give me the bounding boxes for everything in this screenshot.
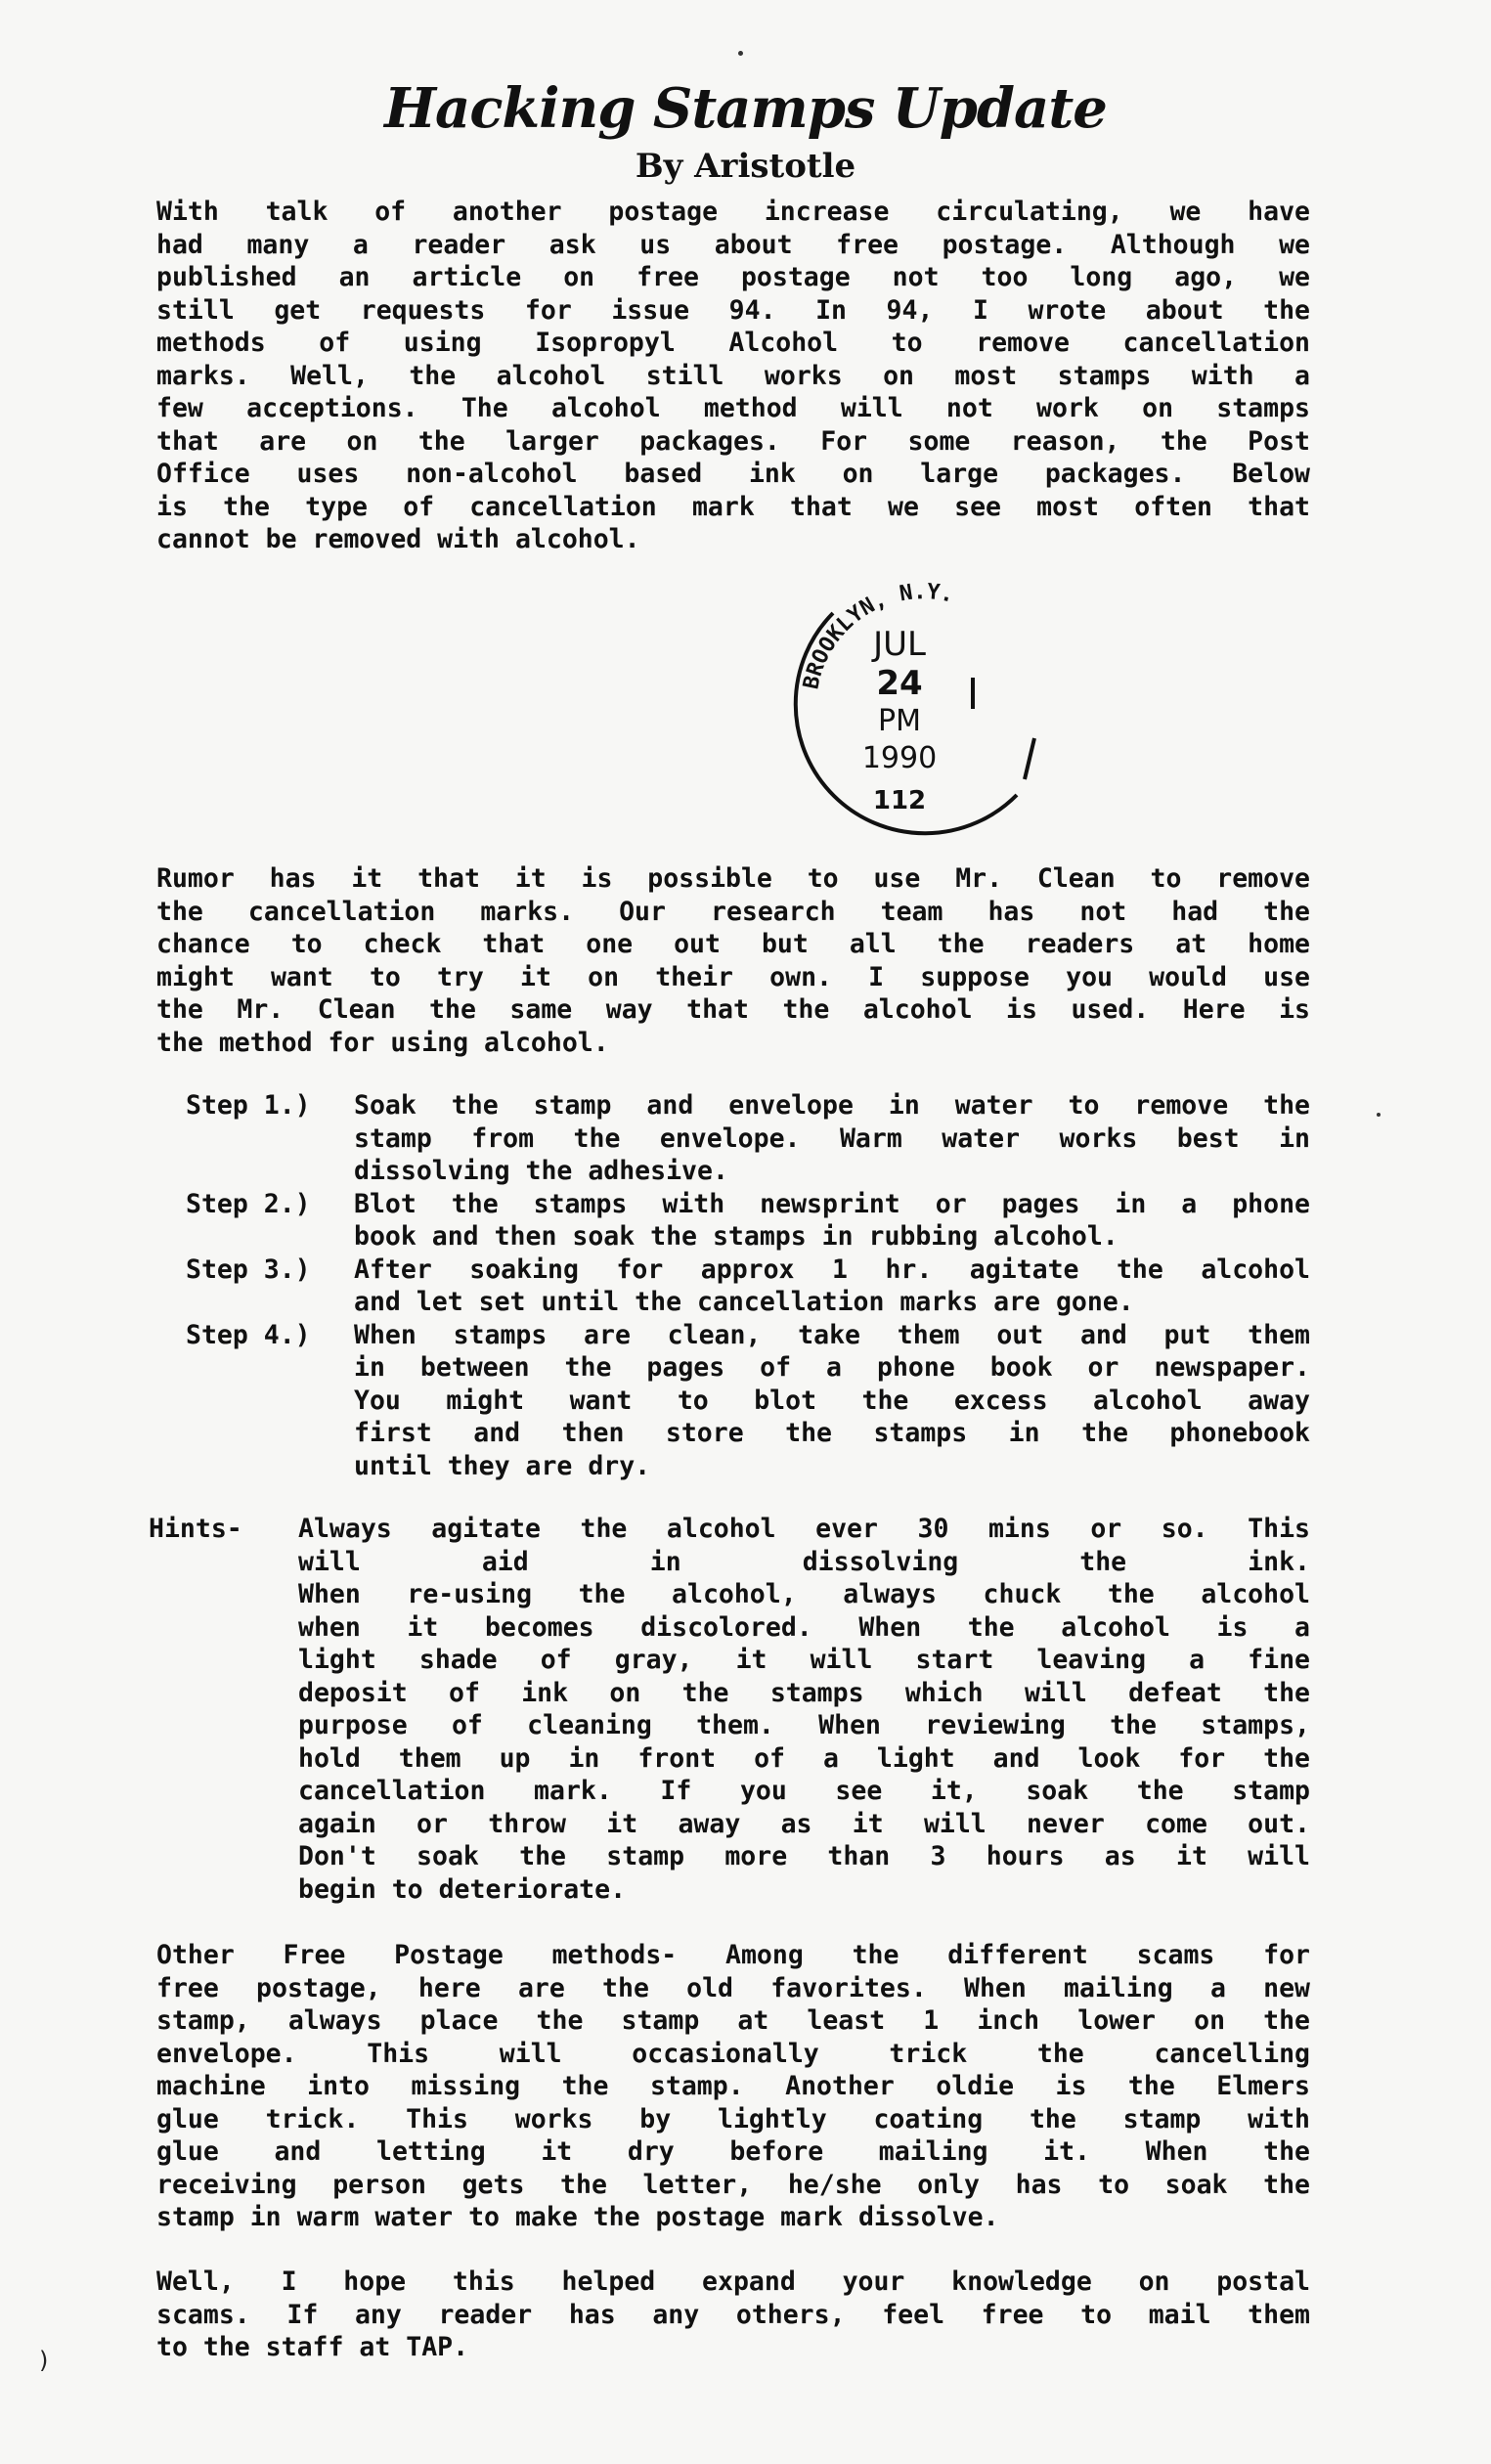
article-byline: By Aristotle xyxy=(635,147,856,186)
text-line: When stamps are clean, take them out and put them xyxy=(354,1319,1310,1350)
text-line: few acceptions. The alcohol method will not work on stamps xyxy=(156,393,1310,423)
step-body xyxy=(354,1089,1310,1188)
text-line: With talk of another postage increase circulating, we have xyxy=(156,197,1310,227)
article-title: Hacking Stamps Update xyxy=(384,76,1107,141)
text-line: published an article on free postage not too long ago, we xyxy=(156,262,1310,292)
postmark-zip: 112 xyxy=(872,786,927,815)
text-line: Other Free Postage methods- Among the different scams for xyxy=(156,1940,1310,1970)
text-line: had many a reader ask us about free postage. Although we xyxy=(156,229,1310,260)
step-body xyxy=(354,1188,1310,1254)
text-line: scams. If any reader has any others, feel free to mail them xyxy=(156,2299,1310,2330)
text-line: methods of using Isopropyl Alcohol to remove cancellation xyxy=(156,328,1310,358)
text-line: Don't soak the stamp more than 3 hours as it will xyxy=(298,1841,1310,1871)
steps-list xyxy=(186,1089,1310,1482)
step-item xyxy=(186,1188,1310,1254)
text-line: book and then soak the stamps in rubbing alcohol. xyxy=(354,1221,1118,1252)
text-line: glue trick. This works by lightly coating the stamp with xyxy=(156,2103,1310,2134)
postmark-year: 1990 xyxy=(861,741,938,775)
step-item xyxy=(186,1089,1310,1188)
text-line: receiving person gets the letter, he/she only has to soak the xyxy=(156,2169,1310,2200)
text-line: chance to check that one out but all the readers at home xyxy=(156,929,1310,959)
step-item xyxy=(186,1254,1310,1319)
text-line: again or throw it away as it will never come out. xyxy=(298,1808,1310,1839)
text-line: cancellation mark. If you see it, soak the stamp xyxy=(298,1776,1310,1806)
margin-mark: ) xyxy=(39,2347,49,2374)
text-line: hold them up in front of a light and look for the xyxy=(298,1742,1310,1774)
hints-label: Hints- xyxy=(149,1514,242,1544)
text-line: the cancellation marks. Our research team has not had the xyxy=(156,896,1310,927)
text-line: is the type of cancellation mark that we see most often that xyxy=(156,491,1310,522)
text-line: stamp, always place the stamp at least 1 inch lower on the xyxy=(156,2005,1310,2036)
text-line: dissolving the adhesive. xyxy=(354,1156,728,1186)
hints-block xyxy=(149,1513,1310,1906)
text-line: when it becomes discolored. When the alcohol is a xyxy=(298,1611,1310,1643)
text-line: After soaking for approx 1 hr. agitate the alcohol xyxy=(354,1254,1310,1285)
postmark-ampm: PM xyxy=(878,704,921,738)
intro-paragraph xyxy=(156,196,1310,556)
text-line: until they are dry. xyxy=(354,1450,651,1481)
text-line: free postage, here are the old favorites. When mailing a new xyxy=(156,1972,1310,2003)
text-line: still get requests for issue 94. In 94, I wrote about the xyxy=(156,294,1310,326)
text-line: to the staff at TAP. xyxy=(156,2332,469,2362)
text-line: envelope. This will occasionally trick the cancelling xyxy=(156,2038,1310,2069)
other-methods-paragraph xyxy=(156,1939,1310,2234)
step-label: Step 2.) xyxy=(186,1188,311,1219)
text-line: will aid in dissolving the ink. xyxy=(298,1546,1310,1577)
text-line: and let set until the cancellation marks are gone. xyxy=(354,1287,1134,1317)
text-line: deposit of ink on the stamps which will defeat the xyxy=(298,1677,1310,1708)
text-line: the method for using alcohol. xyxy=(156,1027,609,1058)
text-line: cannot be removed with alcohol. xyxy=(156,524,640,554)
text-line: Always agitate the alcohol ever 30 mins or so. This xyxy=(298,1514,1310,1544)
closing-paragraph xyxy=(156,2266,1310,2364)
scan-speck xyxy=(738,51,743,56)
step-label: Step 4.) xyxy=(186,1319,311,1350)
text-line: stamp from the envelope. Warm water works best in xyxy=(354,1122,1310,1154)
text-line: Soak the stamp and envelope in water to remove the xyxy=(354,1090,1310,1121)
step-body xyxy=(354,1254,1310,1319)
text-line: light shade of gray, it will start leaving a fine xyxy=(298,1645,1310,1675)
text-line: that are on the larger packages. For some reason, the Post xyxy=(156,425,1310,457)
step-label: Step 1.) xyxy=(186,1090,311,1121)
text-line: Rumor has it that it is possible to use Mr. Clean to remove xyxy=(156,863,1310,894)
text-line: stamp in warm water to make the postage mark dissolve. xyxy=(156,2202,999,2232)
hints-body xyxy=(298,1513,1310,1906)
text-line: begin to deteriorate. xyxy=(298,1873,627,1905)
postmark-stamp xyxy=(772,562,1066,846)
text-line: machine into missing the stamp. Another oldie is the Elmers xyxy=(156,2071,1310,2101)
postmark-month: JUL xyxy=(873,625,926,664)
text-line: might want to try it on their own. I suppose you would use xyxy=(156,961,1310,992)
text-line: You might want to blot the excess alcohol away xyxy=(354,1385,1310,1416)
step-item xyxy=(186,1319,1310,1483)
step-body xyxy=(354,1319,1310,1483)
text-line: glue and letting it dry before mailing it. When the xyxy=(156,2136,1310,2167)
text-line: first and then store the stamps in the phonebook xyxy=(354,1418,1310,1448)
postmark-day: 24 xyxy=(876,664,923,703)
text-line: marks. Well, the alcohol still works on most stamps with a xyxy=(156,360,1310,391)
postmark-ring-tick xyxy=(1025,738,1034,779)
postmark-city: BROOKLYN, N.Y. xyxy=(799,580,956,692)
text-line: purpose of cleaning them. When reviewing the stamps, xyxy=(298,1710,1310,1740)
text-line: in between the pages of a phone book or newspaper. xyxy=(354,1352,1310,1383)
step-label: Step 3.) xyxy=(186,1254,311,1285)
rumor-paragraph xyxy=(156,862,1310,1059)
text-line: Well, I hope this helped expand your knowledge on postal xyxy=(156,2266,1310,2297)
scan-speck xyxy=(1377,1113,1381,1117)
text-line: Office uses non-alcohol based ink on large packages. Below xyxy=(156,459,1310,489)
text-line: the Mr. Clean the same way that the alcohol is used. Here is xyxy=(156,994,1310,1025)
text-line: Blot the stamps with newsprint or pages in a phone xyxy=(354,1188,1310,1219)
text-line: When re-using the alcohol, always chuck the alcohol xyxy=(298,1579,1310,1609)
